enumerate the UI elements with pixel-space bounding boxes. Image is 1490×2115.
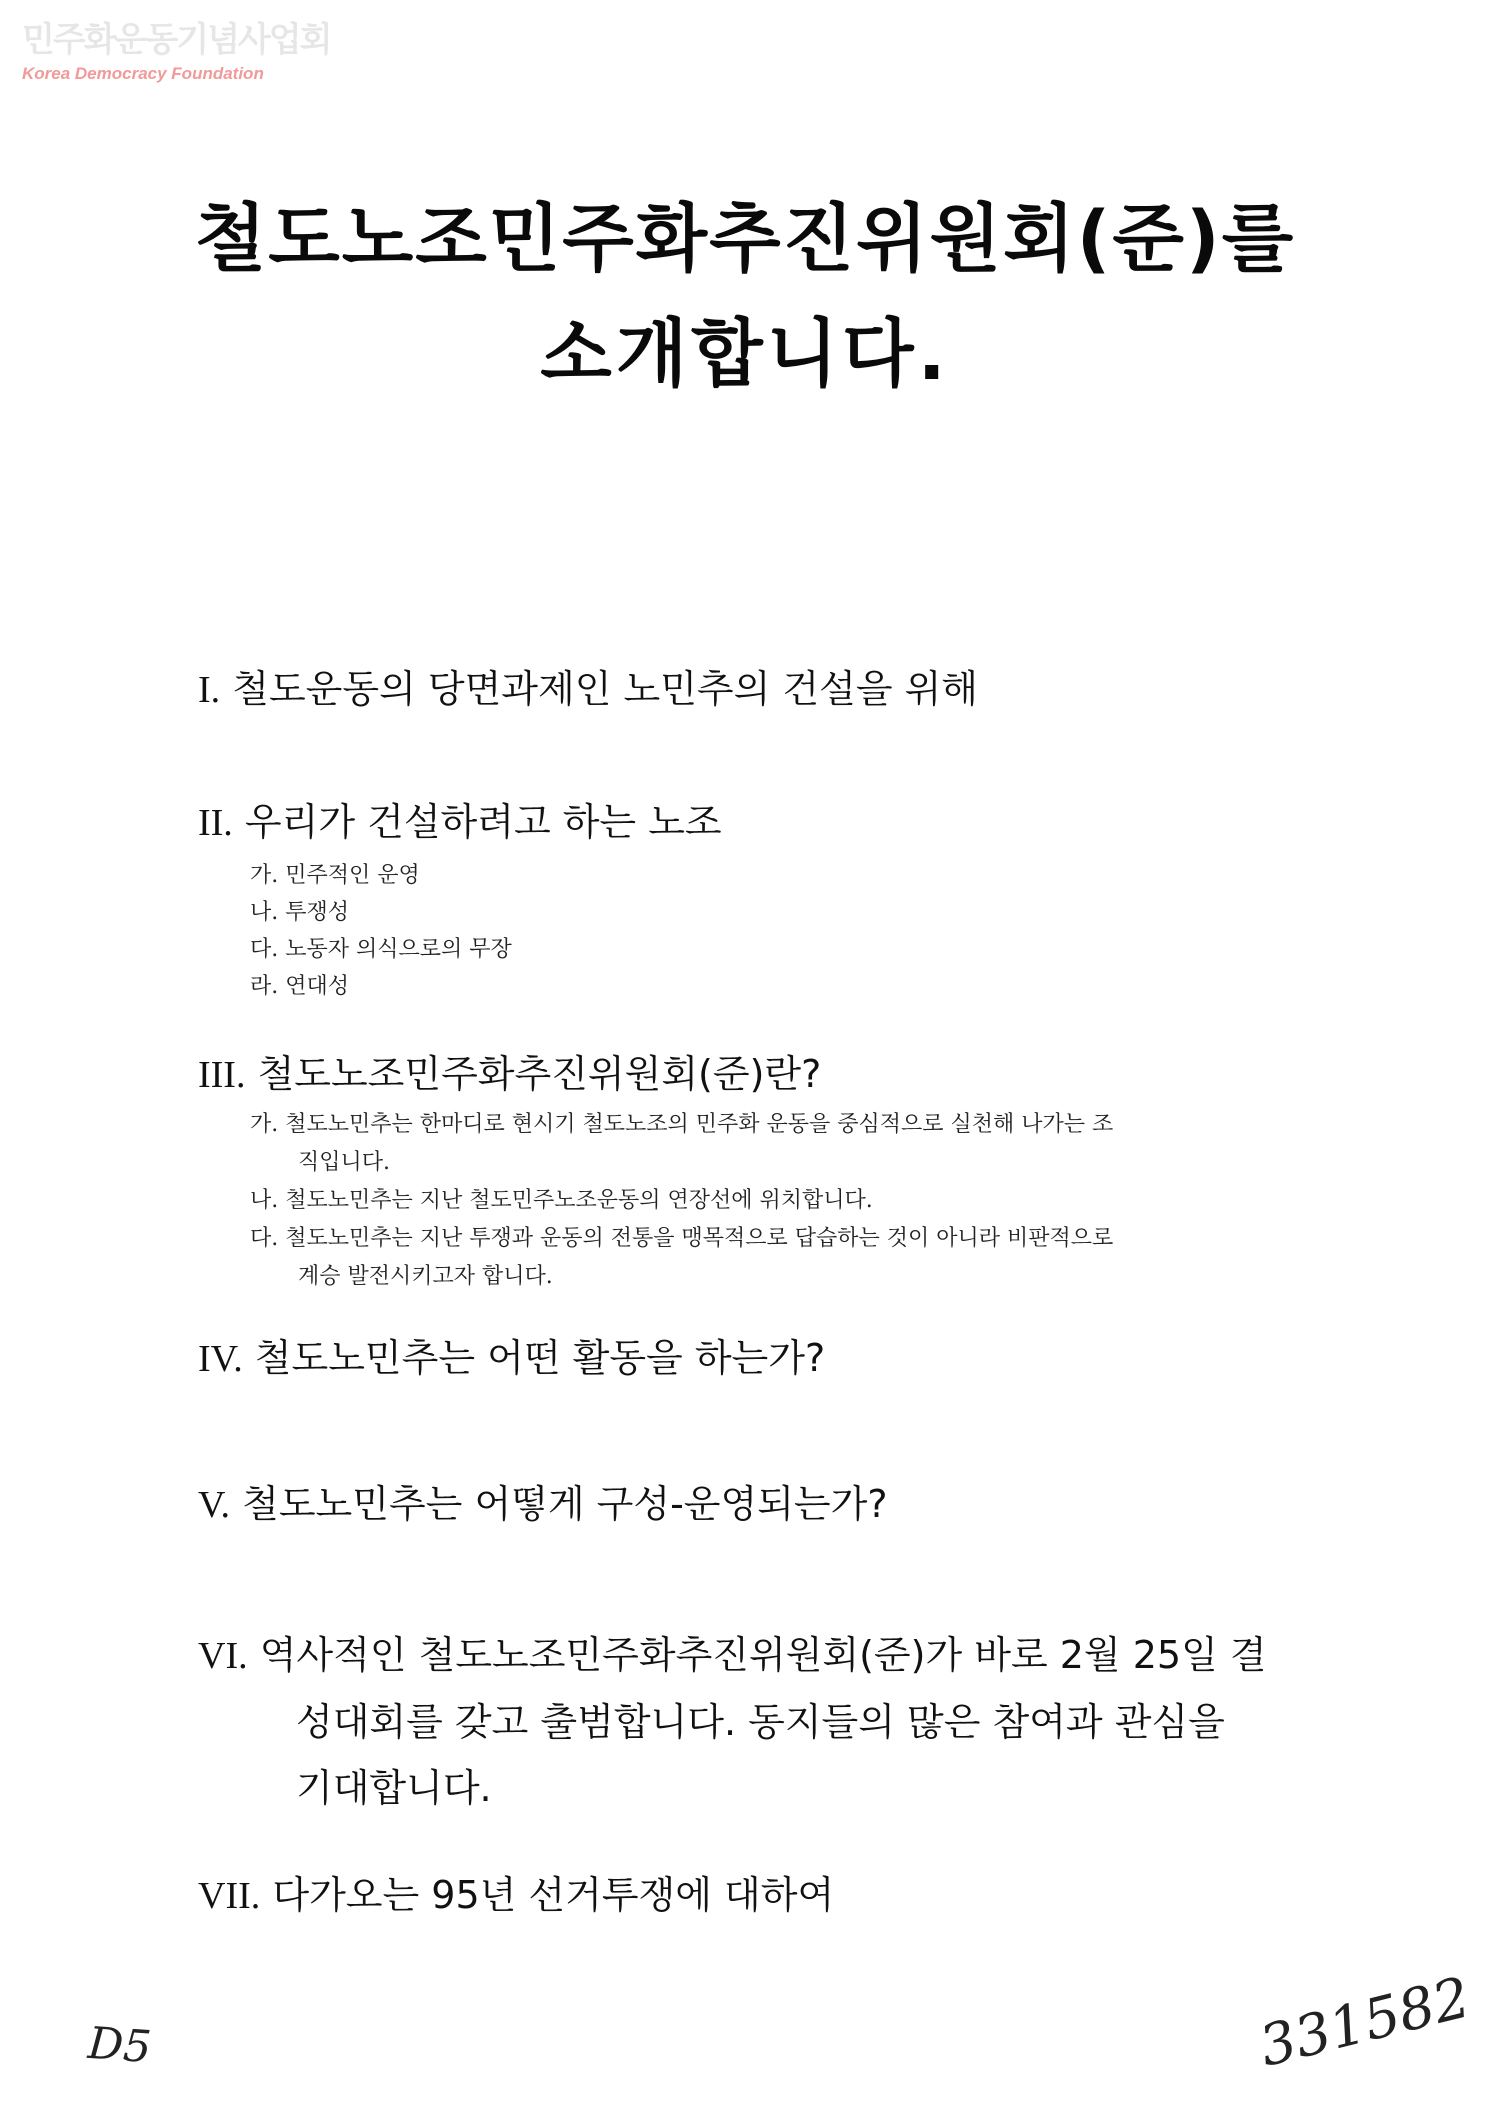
section-7-number: VII. bbox=[198, 1875, 261, 1917]
section-2-number: II. bbox=[198, 802, 233, 844]
section-6-line1: 역사적인 철도노조민주화추진위원회(준)가 바로 2월 25일 결 bbox=[259, 1633, 1267, 1677]
section-5-text: 철도노민추는 어떻게 구성-운영되는가? bbox=[242, 1482, 888, 1526]
watermark-english: Korea Democracy Foundation bbox=[22, 64, 264, 83]
section-6-line3: 기대합니다. bbox=[296, 1766, 492, 1810]
handwritten-code-right: 331582 bbox=[1253, 1965, 1477, 2080]
section-3-item-line1: 가. 철도노민추는 한마디로 현시기 철도노조의 민주화 운동을 중심적으로 실천해 나가는 조 bbox=[250, 1112, 1114, 1137]
handwritten-code-left: D5 bbox=[86, 2017, 153, 2074]
section-7-text: 다가오는 95년 선거투쟁에 대하여 bbox=[272, 1873, 835, 1917]
section-1-text: 철도운동의 당면과제인 노민추의 건설을 위해 bbox=[232, 667, 979, 711]
section-4-heading bbox=[198, 1336, 825, 1381]
section-3-item-line1: 다. 철도노민추는 지난 투쟁과 운동의 전통을 맹목적으로 답습하는 것이 아니라 비판적으로 bbox=[250, 1226, 1114, 1251]
section-2-heading bbox=[198, 800, 722, 845]
section-2-item: 라. 연대성 bbox=[250, 974, 349, 999]
watermark-korean: 민주화운동기념사업회 bbox=[22, 20, 331, 60]
section-3-item-line2: 직입니다. bbox=[298, 1150, 391, 1175]
section-3-item bbox=[250, 1220, 1390, 1296]
section-3-heading bbox=[198, 1052, 821, 1097]
section-7-heading bbox=[198, 1873, 834, 1918]
section-2-text: 우리가 건설하려고 하는 노조 bbox=[244, 800, 722, 844]
section-6-line2: 성대회를 갖고 출범합니다. 동지들의 많은 참여과 관심을 bbox=[296, 1700, 1225, 1744]
section-4-number: IV. bbox=[198, 1338, 243, 1380]
watermark-logo bbox=[22, 20, 330, 84]
section-3-item-line1: 나. 철도노민추는 지난 철도민주노조운동의 연장선에 위치합니다. bbox=[250, 1188, 873, 1213]
section-1-heading bbox=[198, 667, 978, 712]
page-title-line1: 철도노조민주화추진위원회(준)를 bbox=[194, 196, 1296, 282]
section-5-heading bbox=[198, 1482, 888, 1527]
section-2-item: 가. 민주적인 운영 bbox=[250, 863, 420, 888]
section-6-paragraph bbox=[198, 1622, 1338, 1821]
section-3-item bbox=[250, 1182, 1390, 1220]
section-2-item: 나. 투쟁성 bbox=[250, 900, 349, 925]
section-3-item bbox=[250, 1106, 1390, 1182]
section-2-item: 다. 노동자 의식으로의 무장 bbox=[250, 937, 512, 962]
section-5-number: V. bbox=[198, 1484, 231, 1526]
section-3-item-line2: 계승 발전시키고자 합니다. bbox=[298, 1264, 553, 1289]
section-6-number: VI. bbox=[198, 1635, 248, 1677]
section-3-number: III. bbox=[198, 1054, 246, 1096]
section-4-text: 철도노민추는 어떤 활동을 하는가? bbox=[254, 1336, 826, 1380]
page-title-line2: 소개합니다. bbox=[540, 311, 950, 397]
section-3-text: 철도노조민주화추진위원회(준)란? bbox=[257, 1052, 822, 1096]
section-1-number: I. bbox=[198, 669, 221, 711]
